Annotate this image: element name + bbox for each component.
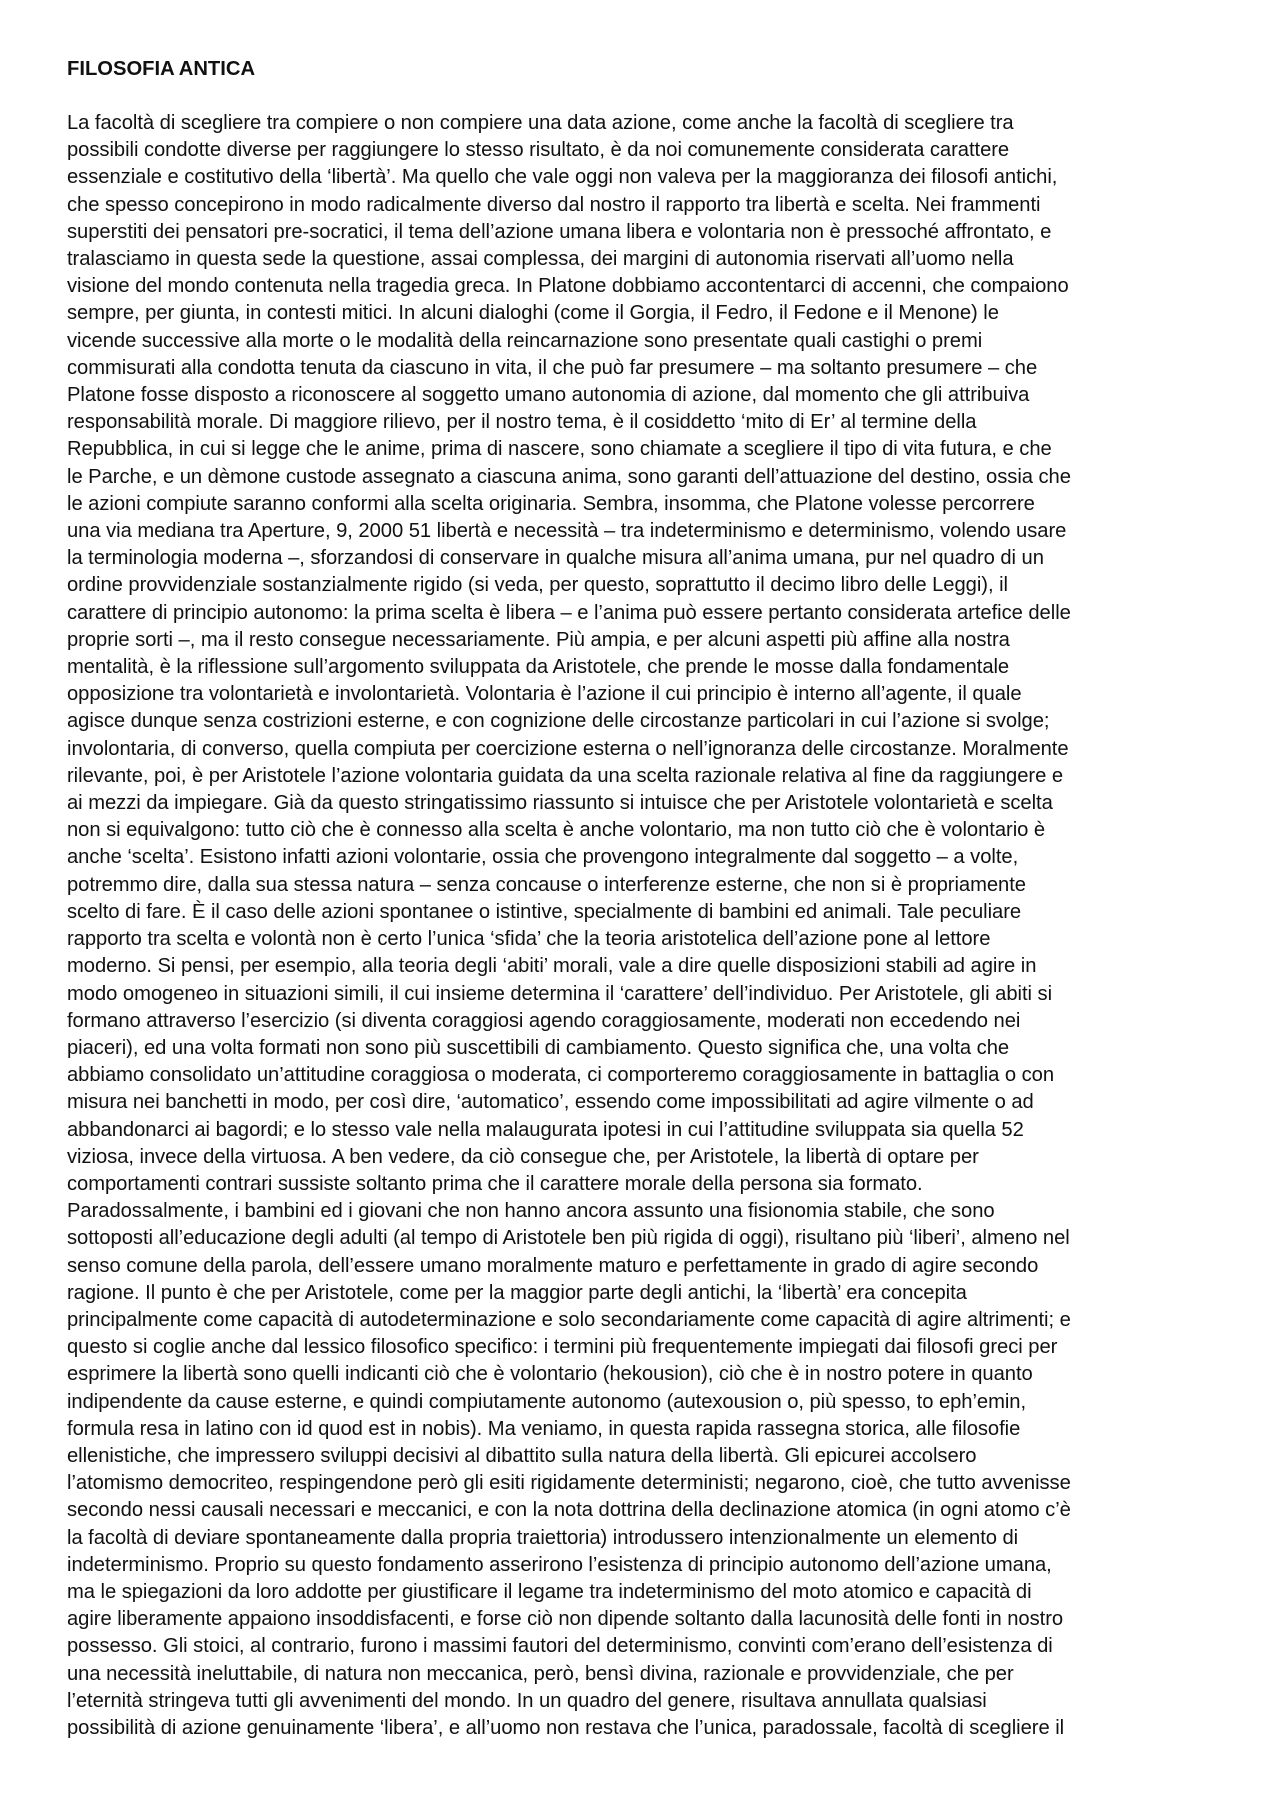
text-line: agisce dunque senza costrizioni esterne, e con cognizione delle circostanze particolari in cui l’azione si svolge; — [67, 710, 1050, 733]
text-line: principalmente come capacità di autodeterminazione e solo secondariamente come capacità di agire altrimenti; e — [67, 1308, 1071, 1331]
text-line: non si equivalgono: tutto ciò che è connesso alla scelta è anche volontario, ma non tutto ciò che è volontario è — [67, 819, 1046, 842]
text-line: Paradossalmente, i bambini ed i giovani che non hanno ancora assunto una fisionomia stabile, che sono — [67, 1200, 995, 1223]
text-line: ordine provvidenziale sostanzialmente rigido (si veda, per questo, soprattutto il decimo libro delle Leggi), il — [67, 574, 1008, 597]
text-line: vicende successive alla morte o le modalità della reincarnazione sono presentate quali castighi o premi — [67, 329, 983, 352]
text-line: misura nei banchetti in modo, per così dire, ‘automatico’, essendo come impossibilitati ad agire vilmente o ad — [67, 1091, 1034, 1114]
text-line: ai mezzi da impiegare. Già da questo stringatissimo riassunto si intuisce che per Aristotele volontarietà e scelta — [67, 792, 1053, 815]
text-line: proprie sorti –, ma il resto consegue necessariamente. Più ampia, e per alcuni aspetti più affine alla nostra — [67, 628, 1010, 651]
text-line: Repubblica, in cui si legge che le anime, prima di nascere, sono chiamate a scegliere il tipo di vita futura, e che — [67, 438, 1052, 461]
text-line: modo omogeneo in situazioni simili, il cui insieme determina il ‘carattere’ dell’individuo. Per Aristotele, gli abiti si — [67, 982, 1053, 1005]
text-line: la terminologia moderna –, sforzandosi di conservare in qualche misura all’anima umana, pur nel quadro di un — [67, 547, 1044, 570]
text-line: ragione. Il punto è che per Aristotele, come per la maggior parte degli antichi, la ‘libertà’ era concepita — [67, 1281, 967, 1304]
text-line: potremmo dire, dalla sua stessa natura – senza concause o interferenze esterne, che non si è propriamente — [67, 873, 1026, 896]
text-line: piaceri), ed una volta formati non sono più suscettibili di cambiamento. Questo significa che, una volta che — [67, 1036, 1010, 1059]
text-line: indeterminismo. Proprio su questo fondamento asserirono l’esistenza di principio autonomo dell’azione umana, — [67, 1553, 1052, 1576]
text-line: sempre, per giunta, in contesti mitici. In alcuni dialoghi (come il Gorgia, il Fedro, il Fedone e il Menone) le — [67, 302, 999, 325]
text-line: mentalità, è la riflessione sull’argomento sviluppata da Aristotele, che prende le mosse dalla fondamentale — [67, 656, 1010, 679]
text-line: senso comune della parola, dell’essere umano moralmente maturo e perfettamente in grado di agire secondo — [67, 1254, 1039, 1277]
text-line: le Parche, e un dèmone custode assegnato a ciascuna anima, sono garanti dell’attuazione del destino, ossia che — [67, 465, 1071, 488]
text-line: scelto di fare. È il caso delle azioni spontanee o istintive, specialmente di bambini ed animali. Tale peculiare — [67, 900, 1022, 923]
text-line: essenziale e costitutivo della ‘libertà’. Ma quello che vale oggi non valeva per la maggioranza dei filosofi antichi, — [67, 166, 1058, 189]
document-body — [67, 110, 1247, 1742]
text-line: l’eternità stringeva tutti gli avvenimenti del mondo. In un quadro del genere, risultava annullata qualsiasi — [67, 1689, 987, 1712]
text-line: rapporto tra scelta e volontà non è certo l’unica ‘sfida’ che la teoria aristotelica dell’azione pone al lettore — [67, 928, 991, 951]
text-line: le azioni compiute saranno conformi alla scelta originaria. Sembra, insomma, che Platone volesse percorrere — [67, 492, 1035, 515]
text-line: rilevante, poi, è per Aristotele l’azione volontaria guidata da una scelta razionale relativa al fine da raggiungere e — [67, 764, 1064, 787]
text-line: abbandonarci ai bagordi; e lo stesso vale nella malaugurata ipotesi in cui l’attitudine sviluppata sia quella 52 — [67, 1118, 1024, 1141]
text-line: involontaria, di converso, quella compiuta per coercizione esterna o nell’ignoranza delle circostanze. Moralmente — [67, 737, 1069, 760]
text-line: possibilità di azione genuinamente ‘libera’, e all’uomo non restava che l’unica, paradossale, facoltà di scegliere il — [67, 1716, 1065, 1739]
text-line: La facoltà di scegliere tra compiere o non compiere una data azione, come anche la facoltà di scegliere tra — [67, 112, 1014, 134]
text-line: una via mediana tra Aperture, 9, 2000 51 libertà e necessità – tra indeterminismo e determinismo, volendo usare — [67, 520, 1067, 543]
text-line: una necessità ineluttabile, di natura non meccanica, però, bensì divina, razionale e provvidenziale, che per — [67, 1662, 1014, 1685]
text-line: responsabilità morale. Di maggiore rilievo, per il nostro tema, è il cosiddetto ‘mito di Er’ al termine della — [67, 411, 977, 434]
text-line: commisurati alla condotta tenuta da ciascuno in vita, il che può far presumere – ma soltanto presumere – che — [67, 356, 1038, 379]
text-line: formula resa in latino con id quod est in nobis). Ma veniamo, in questa rapida rassegna storica, alle filosofie — [67, 1417, 1021, 1440]
text-line: esprimere la libertà sono quelli indicanti ciò che è volontario (hekousion), ciò che è in nostro potere in quanto — [67, 1363, 1033, 1386]
text-line: ma le spiegazioni da loro addotte per giustificare il legame tra indeterminismo del moto atomico e capacità di — [67, 1580, 1032, 1603]
text-line: tralasciamo in questa sede la questione, assai complessa, dei margini di autonomia riservati all’uomo nella — [67, 248, 1014, 271]
text-line: indipendente da cause esterne, e quindi compiutamente autonomo (autexousion o, più spesso, to eph’emin, — [67, 1390, 1027, 1413]
text-line: viziosa, invece della virtuosa. A ben vedere, da ciò consegue che, per Aristotele, la libertà di optare per — [67, 1145, 979, 1168]
text-line: Platone fosse disposto a riconoscere al soggetto umano autonomia di azione, dal momento che gli attribuiva — [67, 384, 1030, 407]
text-line: ellenistiche, che impressero sviluppi decisivi al dibattito sulla natura della libertà. Gli epicurei accolsero — [67, 1444, 977, 1467]
text-line: sottoposti all’educazione degli adulti (al tempo di Aristotele ben più rigida di oggi), risultano più ‘liberi’, almeno nel — [67, 1227, 1070, 1250]
text-line: abbiamo consolidato un’attitudine coraggiosa o moderata, ci comporteremo coraggiosamente in battaglia o con — [67, 1064, 1055, 1087]
text-line: questo si coglie anche dal lessico filosofico specifico: i termini più frequentemente impiegati dai filosofi greci per — [67, 1336, 1058, 1359]
text-line: secondo nessi causali necessari e meccanici, e con la nota dottrina della declinazione atomica (in ogni atomo c’è — [67, 1499, 1071, 1522]
text-line: visione del mondo contenuta nella tragedia greca. In Platone dobbiamo accontentarci di accenni, che compaiono — [67, 275, 1069, 298]
text-line: moderno. Si pensi, per esempio, alla teoria degli ‘abiti’ morali, vale a dire quelle disposizioni stabili ad agire in — [67, 955, 1037, 978]
text-line: possesso. Gli stoici, al contrario, furono i massimi fautori del determinismo, convinti com’erano dell’esistenza di — [67, 1635, 1053, 1658]
text-line: possibili condotte diverse per raggiungere lo stesso risultato, è da noi comunemente considerata carattere — [67, 139, 1010, 162]
text-line: opposizione tra volontarietà e involontarietà. Volontaria è l’azione il cui principio è interno all’agente, il quale — [67, 683, 1022, 706]
document-title: FILOSOFIA ANTICA — [67, 58, 256, 80]
text-line: comportamenti contrari sussiste soltanto prima che il carattere morale della persona sia formato. — [67, 1172, 923, 1195]
text-line: superstiti dei pensatori pre-socratici, il tema dell’azione umana libera e volontaria non è pressoché affrontato, e — [67, 220, 1052, 243]
text-line: agire liberamente appaiono insoddisfacenti, e forse ciò non dipende soltanto dalla lacunosità delle fonti in nostro — [67, 1608, 1064, 1631]
text-line: carattere di principio autonomo: la prima scelta è libera – e l’anima può essere pertanto considerata artefice delle — [67, 601, 1071, 624]
text-line: formano attraverso l’esercizio (si diventa coraggiosi agendo coraggiosamente, moderati non eccedendo nei — [67, 1009, 1021, 1032]
text-line: la facoltà di deviare spontaneamente dalla propria traiettoria) introdussero intenzionalmente un elemento di — [67, 1526, 1019, 1549]
text-line: l’atomismo democriteo, respingendone però gli esiti rigidamente deterministi; negarono, cioè, che tutto avvenisse — [67, 1472, 1071, 1495]
document-page — [67, 56, 1247, 1742]
text-line: che spesso concepirono in modo radicalmente diverso dal nostro il rapporto tra libertà e scelta. Nei frammenti — [67, 193, 1041, 216]
text-line: anche ‘scelta’. Esistono infatti azioni volontarie, ossia che provengono integralmente dal soggetto – a volte, — [67, 846, 1019, 869]
